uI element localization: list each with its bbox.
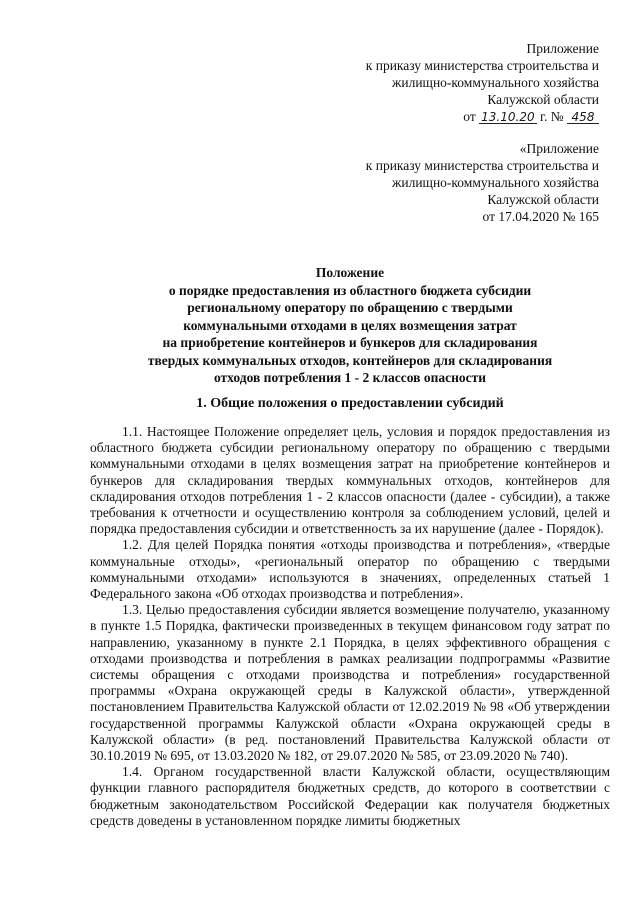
- section-heading: 1. Общие положения о предоставлении субсидий: [196, 396, 504, 411]
- order-date-line: от 17.04.2020 № 165: [482, 209, 599, 224]
- paragraph-1-4: 1.4. Органом государственной власти Калужской области, осуществляющим функции главного распорядителя бюджетных средств, до которого в соответствии с бюджетным законодательством Российской Федерации как получателя бюджетных средств доведены в установленном порядке лимиты бюджетных: [90, 764, 610, 828]
- appendix-label: Приложение: [526, 41, 599, 56]
- date-prefix: от: [463, 109, 476, 124]
- title-line: региональному оператору по обращению с твердыми: [187, 300, 513, 315]
- handwritten-number: 458: [567, 111, 599, 124]
- region-line: Калужской области: [487, 192, 599, 207]
- appendix-label-quoted: «Приложение: [519, 141, 599, 156]
- document-title: [120, 264, 580, 387]
- document-body: [90, 424, 610, 829]
- order-ref-line: к приказу министерства строительства и: [365, 58, 599, 73]
- ministry-line: жилищно-коммунального хозяйства: [392, 175, 599, 190]
- region-line: Калужской области: [487, 92, 599, 107]
- original-appendix-header: [299, 140, 599, 225]
- number-prefix: г. №: [539, 109, 564, 124]
- order-date-number: [299, 108, 599, 125]
- paragraph-1-1: 1.1. Настоящее Положение определяет цель, условия и порядок предоставления из областного бюджета субсидии региональному оператору по обращению с твердыми коммунальными отходами в целях возмещения затрат на приобретение контейнеров и бункеров для складирования твердых коммунальных отходов, контейнеров для складирования отходов потребления 1 - 2 классов опасности (далее - субсидии), а также требования к отчетности и осуществлению контроля за соблюдением условий, целей и порядка предоставления субсидии и ответственность за их нарушение (далее - Порядок).: [90, 424, 610, 537]
- title-line: Положение: [315, 265, 385, 280]
- title-line: на приобретение контейнеров и бункеров для складирования: [162, 335, 538, 350]
- paragraph-1-2: 1.2. Для целей Порядка понятия «отходы производства и потребления», «твердые коммунальные отходы», «региональный оператор по обращению с твердыми коммунальными отходами» используются в значениях, определенных статьей 1 Федерального закона «Об отходах производства и потребления».: [90, 537, 610, 602]
- title-line: о порядке предоставления из областного бюджета субсидии: [168, 282, 532, 298]
- paragraph-1-3: 1.3. Целью предоставления субсидии является возмещение получателю, указанному в пункте 1.5 Порядка, фактически произведенных в текущем финансовом году затрат по направлению, указанному в пункте 2.1 Порядка, в целях эффективного обращения с отходами производства и потребления в рамках реализации подпрограммы «Развитие системы обращения с отходами производства и потребления» государственной программы «Охрана окружающей среды в Калужской области», утвержденной постановлением Правительства Калужской области от 12.02.2019 № 98 «Об утверждении государственной программы Калужской области «Охрана окружающей среды в Калужской области» (в ред. постановлений Правительства Калужской области от 30.10.2019 № 695, от 13.03.2020 № 182, от 29.07.2020 № 585, от 23.09.2020 № 740).: [90, 602, 610, 764]
- title-line: коммунальными отходами в целях возмещения затрат: [183, 317, 517, 333]
- title-line: отходов потребления 1 - 2 классов опасности: [213, 370, 487, 385]
- appendix-header: [299, 40, 599, 125]
- title-line: твердых коммунальных отходов, контейнеров для складирования: [147, 352, 553, 368]
- order-ref-line: к приказу министерства строительства и: [365, 158, 599, 173]
- ministry-line: жилищно-коммунального хозяйства: [392, 75, 599, 90]
- handwritten-date: 13.10.20: [481, 110, 535, 124]
